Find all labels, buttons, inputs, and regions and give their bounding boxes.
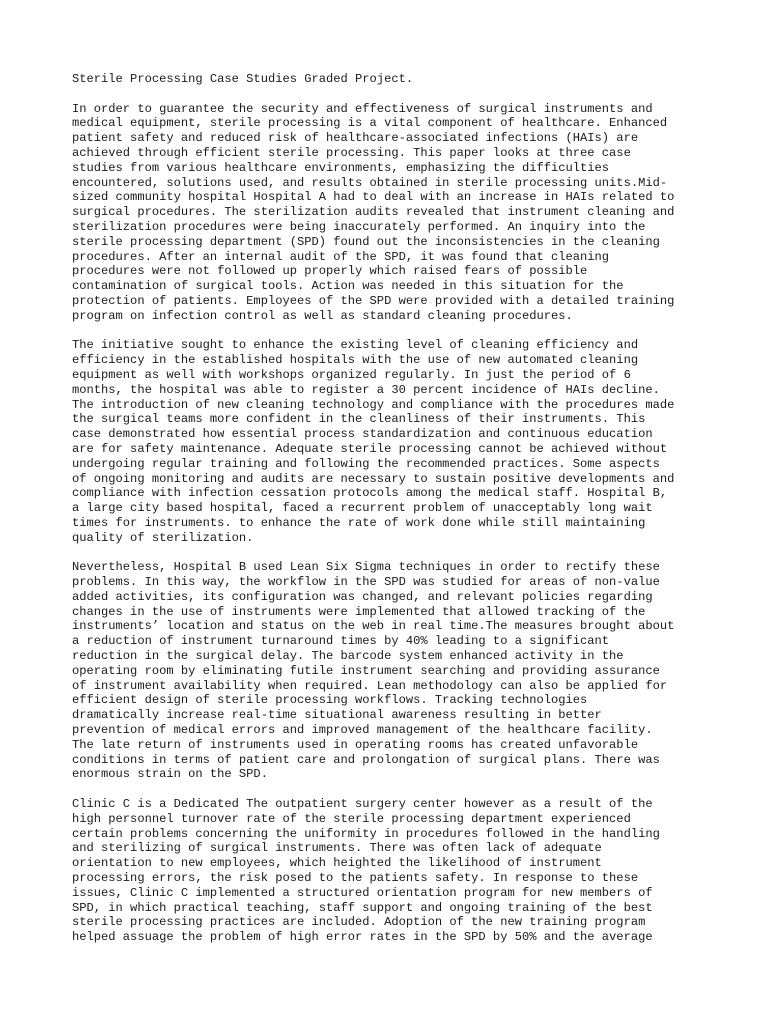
text-line: enormous strain on the SPD.: [72, 767, 268, 782]
text-line: months, the hospital was able to register a 30 percent incidence of HAIs decline.: [72, 382, 660, 397]
text-line: medical equipment, sterile processing is a vital component of healthcare. Enhanced: [72, 116, 668, 131]
text-line: patient safety and reduced risk of healthcare-associated infections (HAIs) are: [72, 131, 639, 146]
text-line: sterile processing department (SPD) found out the inconsistencies in the cleaning: [72, 234, 660, 249]
text-line: and sterilizing of surgical instruments. There was often lack of adequate: [72, 841, 602, 856]
text-line: conditions in terms of patient care and prolongation of surgical plans. There was: [72, 752, 660, 767]
text-line: The late return of instruments used in operating rooms has created unfavorable: [72, 737, 639, 752]
text-line: of ongoing monitoring and audits are necessary to sustain positive developments and: [72, 471, 675, 486]
text-line: sterile processing practices are included. Adoption of the new training program: [72, 915, 646, 930]
text-line: encountered, solutions used, and results obtained in sterile processing units.Mid-: [72, 175, 668, 190]
text-line: program on infection control as well as standard cleaning procedures.: [72, 308, 573, 323]
text-line: operating room by eliminating futile instrument searching and providing assurance: [72, 663, 660, 678]
text-line: protection of patients. Employees of the SPD were provided with a detailed training: [72, 293, 675, 308]
text-line: dramatically increase real-time situational awareness resulting in better: [72, 708, 602, 723]
text-line: surgical procedures. The sterilization audits revealed that instrument cleaning and: [72, 205, 675, 220]
text-line: a reduction of instrument turnaround times by 40% leading to a significant: [72, 634, 610, 649]
text-line: achieved through efficient sterile processing. This paper looks at three case: [72, 145, 631, 160]
text-line: efficient design of sterile processing workflows. Tracking technologies: [72, 693, 588, 708]
text-line: The initiative sought to enhance the existing level of cleaning efficiency and: [72, 338, 639, 353]
text-line: compliance with infection cessation protocols among the medical staff. Hospital B,: [72, 486, 668, 501]
text-line: sterilization procedures were being inaccurately performed. An inquiry into the: [72, 219, 646, 234]
text-line: procedures were not followed up properly which raised fears of possible: [72, 264, 588, 279]
text-line: procedures. After an internal audit of the SPD, it was found that cleaning: [72, 249, 610, 264]
text-line: undergoing regular training and following the recommended practices. Some aspects: [72, 456, 660, 471]
text-line: Nevertheless, Hospital B used Lean Six Sigma techniques in order to rectify these: [72, 560, 660, 575]
text-line: added activities, its configuration was changed, and relevant policies regarding: [72, 589, 653, 604]
document-title: Sterile Processing Case Studies Graded Project.: [72, 72, 414, 86]
text-line: of instrument availability when required. Lean methodology can also be applied for: [72, 678, 668, 693]
paragraph: [72, 338, 712, 545]
text-line: problems. In this way, the workflow in the SPD was studied for areas of non-value: [72, 575, 660, 590]
text-line: helped assuage the problem of high error rates in the SPD by 50% and the average: [72, 930, 653, 945]
text-line: sized community hospital Hospital A had to deal with an increase in HAIs related to: [72, 190, 675, 205]
text-line: are for safety maintenance. Adequate sterile processing cannot be achieved without: [72, 441, 668, 456]
text-line: Clinic C is a Dedicated The outpatient surgery center however as a result of the: [72, 797, 653, 812]
text-line: instruments’ location and status on the web in real time.The measures brought about: [72, 619, 675, 634]
text-line: certain problems concerning the uniformity in procedures followed in the handling: [72, 826, 660, 841]
text-line: a large city based hospital, faced a recurrent problem of unacceptably long wait: [72, 501, 653, 516]
text-line: equipment as well with workshops organized regularly. In just the period of 6: [72, 367, 631, 382]
paragraph: [72, 797, 712, 945]
text-line: processing errors, the risk posed to the patients safety. In response to these: [72, 871, 639, 886]
text-line: reduction in the surgical delay. The barcode system enhanced activity in the: [72, 649, 624, 664]
text-line: issues, Clinic C implemented a structured orientation program for new members of: [72, 885, 653, 900]
text-line: SPD, in which practical teaching, staff support and ongoing training of the best: [72, 900, 653, 915]
text-line: studies from various healthcare environments, emphasizing the difficulties: [72, 160, 610, 175]
text-line: changes in the use of instruments were implemented that allowed tracking of the: [72, 604, 646, 619]
text-line: contamination of surgical tools. Action was needed in this situation for the: [72, 279, 624, 294]
text-line: In order to guarantee the security and effectiveness of surgical instruments and: [72, 101, 653, 116]
text-line: quality of sterilization.: [72, 530, 254, 545]
text-line: the surgical teams more confident in the cleanliness of their instruments. This: [72, 412, 646, 427]
text-line: prevention of medical errors and improved management of the healthcare facility.: [72, 723, 653, 738]
text-line: case demonstrated how essential process standardization and continuous education: [72, 427, 653, 442]
document-page: [72, 72, 712, 960]
text-line: times for instruments. to enhance the rate of work done while still maintaining: [72, 515, 646, 530]
document-body: [72, 102, 712, 945]
text-line: The introduction of new cleaning technology and compliance with the procedures made: [72, 397, 675, 412]
text-line: high personnel turnover rate of the sterile processing department experienced: [72, 811, 631, 826]
paragraph: [72, 102, 712, 324]
text-line: orientation to new employees, which heighted the likelihood of instrument: [72, 856, 602, 871]
text-line: efficiency in the established hospitals with the use of new automated cleaning: [72, 353, 639, 368]
paragraph: [72, 560, 712, 782]
